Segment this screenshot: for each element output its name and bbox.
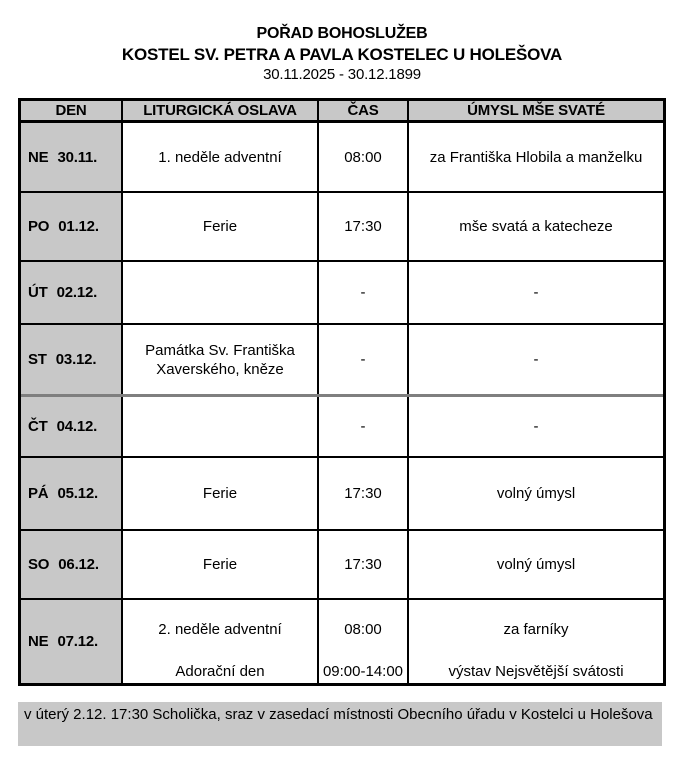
column-header-cas: ČAS bbox=[317, 101, 407, 120]
liturgy-cell bbox=[121, 600, 317, 683]
table-header-row bbox=[21, 101, 663, 123]
day-abbr: PÁ bbox=[28, 485, 49, 502]
liturgy-cell bbox=[121, 262, 317, 323]
day-cell bbox=[21, 123, 121, 191]
day-cell bbox=[21, 325, 121, 394]
day-cell bbox=[21, 397, 121, 456]
day-abbr: ÚT bbox=[28, 284, 48, 301]
day-cell bbox=[21, 262, 121, 323]
time-cell: - bbox=[317, 325, 407, 394]
day-cell bbox=[21, 458, 121, 529]
intention-cell: - bbox=[407, 262, 663, 323]
intention-cell: - bbox=[407, 325, 663, 394]
time-line-2: 09:00-14:00 bbox=[322, 663, 404, 680]
day-date: 03.12. bbox=[55, 351, 97, 368]
day-date: 05.12. bbox=[57, 485, 98, 502]
table-row bbox=[21, 529, 663, 598]
intention-line-2: výstav Nejsvětější svátosti bbox=[448, 663, 624, 680]
day-abbr: SO bbox=[28, 556, 50, 573]
table-row bbox=[21, 323, 663, 394]
liturgy-cell: 1. neděle adventní bbox=[121, 123, 317, 191]
column-header-liturgicka-oslava: LITURGICKÁ OSLAVA bbox=[121, 101, 317, 120]
page-subtitle: KOSTEL SV. PETRA A PAVLA KOSTELEC U HOLEŠOVA bbox=[121, 45, 563, 64]
day-date: 30.11. bbox=[57, 148, 98, 166]
day-date: 02.12. bbox=[56, 284, 98, 301]
liturgy-cell: Ferie bbox=[121, 458, 317, 529]
liturgy-cell: Památka Sv. Františka Xaverského, kněze bbox=[121, 325, 317, 394]
day-date: 07.12. bbox=[57, 633, 98, 650]
column-header-umysl: ÚMYSL MŠE SVATÉ bbox=[407, 101, 663, 120]
table-row bbox=[21, 191, 663, 260]
day-date: 06.12. bbox=[58, 556, 99, 573]
day-date: 04.12. bbox=[56, 418, 98, 435]
day-abbr: NE bbox=[28, 633, 49, 650]
liturgy-cell bbox=[121, 397, 317, 456]
table-row bbox=[21, 598, 663, 683]
liturgy-cell: Ferie bbox=[121, 531, 317, 598]
intention-cell: za Františka Hlobila a manželku bbox=[407, 123, 663, 191]
table-row bbox=[21, 456, 663, 529]
footer-note: v úterý 2.12. 17:30 Scholička, sraz v zasedací místnosti Obecního úřadu v Kostelci u Holešova bbox=[18, 702, 662, 746]
table-row bbox=[21, 260, 663, 323]
schedule-table bbox=[18, 98, 666, 686]
intention-cell: volný úmysl bbox=[407, 531, 663, 598]
table-row bbox=[21, 123, 663, 191]
day-abbr: NE bbox=[28, 148, 49, 166]
time-cell: - bbox=[317, 262, 407, 323]
time-cell: 17:30 bbox=[317, 193, 407, 260]
title-block bbox=[0, 0, 684, 84]
intention-cell: - bbox=[407, 397, 663, 456]
time-cell: - bbox=[317, 397, 407, 456]
day-cell bbox=[21, 600, 121, 683]
liturgy-line-1: 2. neděle adventní bbox=[158, 621, 282, 638]
intention-cell: mše svatá a katecheze bbox=[407, 193, 663, 260]
intention-cell bbox=[407, 600, 663, 683]
day-abbr: ČT bbox=[28, 418, 48, 435]
time-line-1: 08:00 bbox=[344, 621, 382, 638]
liturgy-line-2: Adorační den bbox=[175, 663, 265, 680]
time-cell: 17:30 bbox=[317, 458, 407, 529]
time-cell: 17:30 bbox=[317, 531, 407, 598]
day-abbr: ST bbox=[28, 351, 47, 368]
page-title: POŘAD BOHOSLUŽEB bbox=[256, 25, 428, 42]
time-cell: 08:00 bbox=[317, 123, 407, 191]
day-abbr: PO bbox=[28, 218, 50, 235]
day-date: 01.12. bbox=[58, 218, 99, 235]
column-header-den: DEN bbox=[55, 102, 87, 119]
intention-cell: volný úmysl bbox=[407, 458, 663, 529]
table-row bbox=[21, 394, 663, 456]
day-cell bbox=[21, 531, 121, 598]
date-range: 30.11.2025 - 30.12.1899 bbox=[263, 66, 421, 83]
time-cell bbox=[317, 600, 407, 683]
intention-line-1: za farníky bbox=[503, 621, 569, 638]
day-cell bbox=[21, 193, 121, 260]
liturgy-cell: Ferie bbox=[121, 193, 317, 260]
